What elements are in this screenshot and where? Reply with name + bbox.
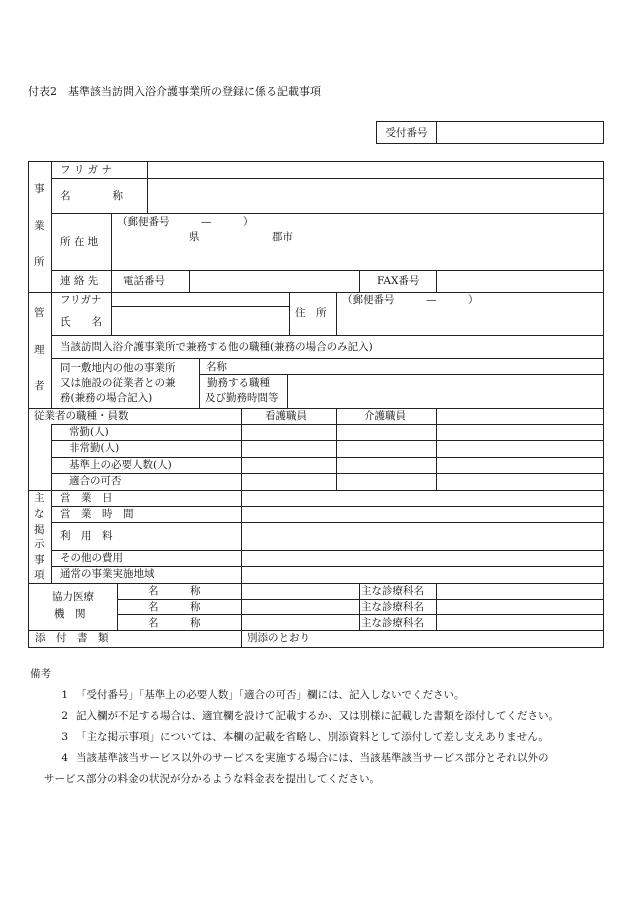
note-item: 2 記入欄が不足する場合は、適宜欄を設けて記載するか、又は別様に記載した書類を添付してください。: [61, 710, 559, 722]
reception-number-label: 受付番号: [377, 122, 437, 143]
coop-name-label: 名 称: [148, 601, 201, 613]
jigyosho-location-label: 所 在 地: [60, 236, 99, 248]
business-hours-label: 営 業 時 間: [60, 508, 134, 520]
coop-dept-label: 主な診療科名: [361, 617, 424, 629]
same-site-label-2: 又は施設の従業者との兼: [60, 377, 176, 389]
jigyosho-side-1: 事: [34, 183, 45, 195]
form-title: 付表2 基準該当訪問入浴介護事業所の登録に係る記載事項: [28, 85, 321, 98]
note-item: 4 当該基準該当サービス以外のサービスを実施する場合には、当該基準該当サービス部分とそれ以外の: [61, 752, 549, 764]
note-item: 1 「受付番号」「基準上の必要人数」「適合の可否」欄には、記入しないでください。: [61, 689, 465, 701]
notes-section: [30, 664, 610, 790]
fax-label: FAX番号: [377, 275, 420, 287]
reception-number-box: [376, 121, 604, 144]
note-item: 3 「主な掲示事項」については、本欄の記載を省略し、別添資料として添付して差し支えありません。: [61, 731, 549, 743]
care-header: 介護職員: [364, 410, 406, 422]
kanri-address-label: 住 所: [295, 307, 327, 319]
site-name-label: 名称: [206, 361, 227, 373]
attachment-value: 別添のとおり: [247, 632, 310, 644]
keiji-side-1: 主: [34, 492, 45, 504]
kanri-furigana-label: フリガナ: [60, 294, 102, 306]
notes-heading: 備考: [30, 668, 51, 680]
nurse-header: 看護職員: [265, 410, 307, 422]
staff-row-fulltime: 常勤(人): [69, 426, 109, 438]
city-label: 郡市: [272, 231, 293, 243]
coop-name-label: 名 称: [148, 617, 201, 629]
keiji-side-3: 掲: [34, 524, 45, 536]
kanri-side-3: 者: [34, 380, 45, 392]
jigyosho-side-3: 所: [34, 256, 45, 268]
staff-header: 従業者の職種・員数: [34, 410, 129, 422]
phone-label: 電話番号: [123, 275, 165, 287]
usage-fee-label: 利 用 料: [60, 530, 113, 542]
reception-number-field[interactable]: [437, 122, 603, 143]
coop-dept-label: 主な診療科名: [361, 585, 424, 597]
keiji-side-5: 事: [34, 554, 45, 566]
contact-label: 連 絡 先: [60, 275, 99, 287]
jigyosho-postal-label: （郵便番号 — ）: [117, 216, 254, 228]
coop-name-label: 名 称: [148, 585, 201, 597]
coop-dept-label: 主な診療科名: [361, 601, 424, 613]
same-site-label-1: 同一敷地内の他の事業所: [60, 362, 176, 374]
jigyosho-name-label: 名 称: [60, 190, 123, 202]
coop-label-2: 機 関: [54, 608, 86, 620]
job-time-label-1: 勤務する職種: [207, 377, 270, 389]
same-site-label-3: 務(兼務の場合記入): [60, 392, 153, 404]
service-area-label: 通常の事業実施地域: [60, 568, 155, 580]
coop-label-1: 協力医療: [52, 591, 94, 603]
staff-row-parttime: 非常勤(人): [69, 442, 120, 454]
keiji-side-6: 項: [34, 569, 45, 581]
attachment-label: 添 付 書 類: [35, 632, 109, 644]
registration-table: [28, 161, 604, 648]
kanri-side-2: 理: [34, 344, 45, 356]
business-days-label: 営 業 日: [60, 492, 113, 504]
staff-row-conformity: 適合の可否: [69, 475, 122, 487]
kanri-name-label: 氏 名: [60, 316, 102, 328]
note-item-continuation: サービス部分の料金の状況が分かるような料金表を提出してください。: [44, 773, 380, 785]
keiji-side-4: 示: [34, 538, 45, 550]
job-time-label-2: 及び勤務時間等: [205, 392, 279, 404]
jigyosho-furigana-label: フ リ ガ ナ: [60, 164, 113, 176]
kanri-other-job-label: 当該訪問入浴介護事業所で兼務する他の職種(兼務の場合のみ記入): [60, 341, 373, 353]
prefecture-label: 県: [189, 231, 200, 243]
staff-row-required: 基準上の必要人数(人): [69, 459, 172, 471]
keiji-side-2: な: [34, 508, 45, 520]
jigyosho-side-2: 業: [34, 220, 45, 232]
other-fee-label: その他の費用: [60, 552, 123, 564]
kanri-side-1: 管: [34, 307, 45, 319]
kanri-postal-label: （郵便番号 — ）: [342, 294, 479, 306]
